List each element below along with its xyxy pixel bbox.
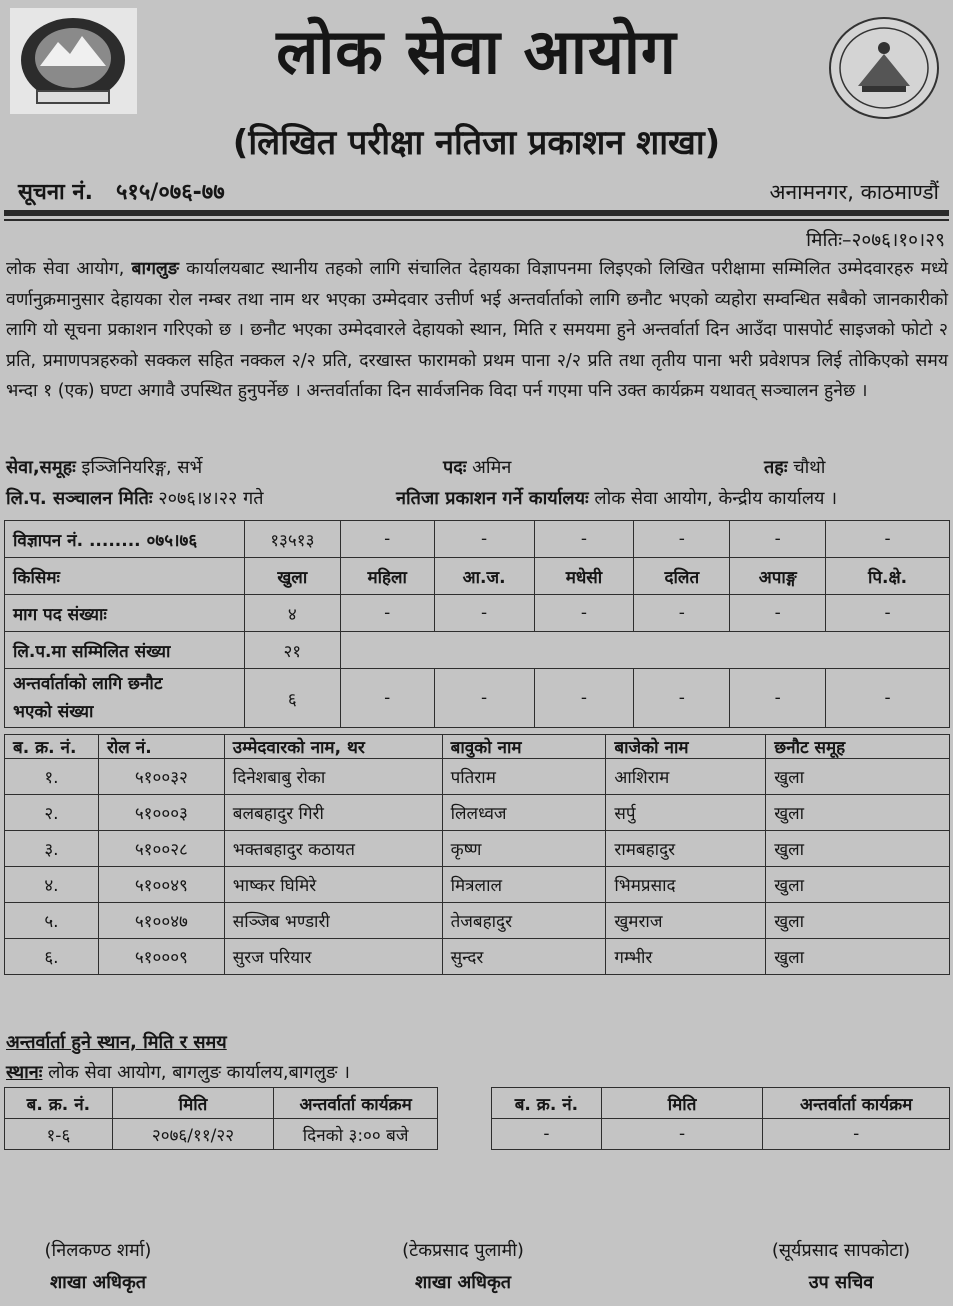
column-header: बावुको नाम — [442, 735, 606, 759]
grandfather-cell: आशिराम — [606, 759, 766, 795]
serial-cell: ५. — [5, 903, 99, 939]
table-row — [5, 558, 950, 595]
table-row — [5, 939, 950, 975]
demand-cell: - — [534, 595, 634, 632]
exam-date-label: लि.प. सञ्चालन मितिः — [6, 488, 153, 509]
type-cell: आ.ज. — [434, 558, 534, 595]
notice-number — [18, 176, 225, 206]
serial-cell: १-६ — [5, 1119, 113, 1150]
serial-cell: ३. — [5, 831, 99, 867]
ad-number-cell: १३५१३ — [244, 521, 340, 558]
time-cell: - — [763, 1119, 950, 1150]
level-label: तहः — [764, 457, 788, 478]
appeared-empty — [340, 632, 949, 669]
service-label: सेवा,समूहः — [6, 457, 76, 478]
name-cell: सञ्जिब भण्डारी — [224, 903, 442, 939]
exam-date — [6, 486, 264, 510]
interview-place-label: स्थानः — [6, 1062, 43, 1083]
appeared-label: लि.प.मा सम्मिलित संख्या — [5, 632, 245, 669]
service-value: इञ्जिनियरिङ्ग, सर्भे — [81, 457, 203, 478]
candidates-table — [4, 734, 950, 975]
group-cell: खुला — [766, 903, 950, 939]
name-cell: सुरज परियार — [224, 939, 442, 975]
column-header: ब. क्र. नं. — [5, 735, 99, 759]
group-cell: खुला — [766, 867, 950, 903]
table-row — [5, 632, 950, 669]
notice-value: ५१५/०७६-७७ — [115, 180, 225, 205]
ad-number-cell: - — [634, 521, 730, 558]
demand-cell: - — [634, 595, 730, 632]
father-cell: कृष्ण — [442, 831, 606, 867]
selected-cell: - — [634, 669, 730, 728]
ad-number-cell: - — [434, 521, 534, 558]
table-row — [5, 1119, 438, 1150]
column-header: रोल नं. — [98, 735, 224, 759]
roll-cell: ५१०००३ — [98, 795, 224, 831]
signatory-role: शाखा अधिकृत — [49, 1272, 147, 1293]
column-header: छनौट समूह — [766, 735, 950, 759]
post — [443, 455, 511, 479]
post-value: अमिन — [472, 457, 512, 478]
table-row — [5, 669, 950, 728]
type-cell: खुला — [244, 558, 340, 595]
father-cell: तेजबहादुर — [442, 903, 606, 939]
table-row — [5, 903, 950, 939]
serial-cell: १. — [5, 759, 99, 795]
ad-number-cell: - — [730, 521, 826, 558]
result-office — [396, 486, 837, 510]
signatory-role: शाखा अधिकृत — [414, 1272, 512, 1293]
selected-cell: - — [730, 669, 826, 728]
interview-place-value: लोक सेवा आयोग, बागलुङ कार्यालय,बागलुङ । — [48, 1062, 350, 1083]
column-header: मिति — [112, 1088, 273, 1119]
serial-cell: ६. — [5, 939, 99, 975]
grandfather-cell: रामबहादुर — [606, 831, 766, 867]
signatory-name: (टेकप्रसाद पुलामी) — [402, 1240, 524, 1261]
level — [764, 455, 825, 479]
column-header: अन्तर्वार्ता कार्यक्रम — [274, 1088, 438, 1119]
selected-cell: ६ — [244, 669, 340, 728]
grandfather-cell: गम्भीर — [606, 939, 766, 975]
name-cell: दिनेशबाबु रोका — [224, 759, 442, 795]
table-row — [5, 867, 950, 903]
serial-cell: ४. — [5, 867, 99, 903]
ad-number-cell: - — [534, 521, 634, 558]
signatory-role: उप सचिव — [808, 1272, 874, 1293]
column-header: अन्तर्वार्ता कार्यक्रम — [763, 1088, 950, 1119]
type-cell: महिला — [340, 558, 434, 595]
name-cell: बलबहादुर गिरी — [224, 795, 442, 831]
demand-cell: - — [826, 595, 950, 632]
notice-body-part1: लोक सेवा आयोग, — [6, 259, 132, 279]
grandfather-cell: सर्पु — [606, 795, 766, 831]
interview-heading: अन्तर्वार्ता हुने स्थान, मिति र समय — [6, 1032, 227, 1053]
group-cell: खुला — [766, 939, 950, 975]
notice-label: सूचना नं. — [18, 180, 93, 205]
column-header: ब. क्र. नं. — [5, 1088, 113, 1119]
group-cell: खुला — [766, 795, 950, 831]
serial-cell: - — [492, 1119, 602, 1150]
column-header: बाजेको नाम — [606, 735, 766, 759]
appeared-cell: २१ — [244, 632, 340, 669]
selected-label-line1: अन्तर्वार्ताको लागि छनौट — [13, 674, 163, 694]
selected-cell: - — [434, 669, 534, 728]
post-label: पदः — [443, 457, 467, 478]
father-cell: पतिराम — [442, 759, 606, 795]
table-row — [5, 595, 950, 632]
interview-place — [6, 1060, 350, 1084]
signatory-name: (निलकण्ठ शर्मा) — [44, 1240, 152, 1261]
table-header-row — [492, 1088, 950, 1119]
signature-block — [0, 1238, 208, 1294]
result-office-value: लोक सेवा आयोग, केन्द्रीय कार्यालय । — [594, 488, 838, 509]
date-cell: - — [601, 1119, 762, 1150]
roll-cell: ५१००४७ — [98, 903, 224, 939]
header-divider-thin — [4, 219, 949, 221]
selected-label — [5, 669, 245, 728]
ad-number-cell: - — [340, 521, 434, 558]
father-cell: सुन्दर — [442, 939, 606, 975]
notice-date: मितिः–२०७६।१०।२९ — [806, 229, 945, 251]
table-header-row — [5, 735, 950, 759]
signature-block — [731, 1238, 951, 1294]
roll-cell: ५१००४९ — [98, 867, 224, 903]
level-value: चौथो — [793, 457, 826, 478]
ad-label: विज्ञापन नं. ........ ०७५।७६ — [5, 521, 245, 558]
time-cell: दिनको ३:०० बजे — [274, 1119, 438, 1150]
notice-body — [6, 254, 948, 407]
date-cell: २०७६/११/२२ — [112, 1119, 273, 1150]
demand-cell: - — [340, 595, 434, 632]
page-title: लोक सेवा आयोग — [276, 15, 677, 88]
signature-block — [353, 1238, 573, 1294]
interview-schedule-table-right — [491, 1087, 950, 1150]
demand-label: माग पद संख्याः — [5, 595, 245, 632]
page-subtitle: (लिखित परीक्षा नतिजा प्रकाशन शाखा) — [232, 123, 721, 163]
demand-cell: ४ — [244, 595, 340, 632]
type-label: किसिमः — [5, 558, 245, 595]
father-cell: लिलध्वज — [442, 795, 606, 831]
roll-cell: ५१००३२ — [98, 759, 224, 795]
father-cell: मित्रलाल — [442, 867, 606, 903]
type-cell: पि.क्षे. — [826, 558, 950, 595]
table-row — [5, 831, 950, 867]
group-cell: खुला — [766, 831, 950, 867]
roll-cell: ५१००२८ — [98, 831, 224, 867]
grandfather-cell: खुमराज — [606, 903, 766, 939]
name-cell: भक्तबहादुर कठायत — [224, 831, 442, 867]
roll-cell: ५१०००९ — [98, 939, 224, 975]
table-header-row — [5, 1088, 438, 1119]
selected-cell: - — [826, 669, 950, 728]
selected-cell: - — [534, 669, 634, 728]
interview-schedule-table-left — [4, 1087, 438, 1150]
notice-body-part2: कार्यालयबाट स्थानीय तहको लागि संचालित देहायका विज्ञापनमा लिइएको लिखित परीक्षामा सम्मिलित उम्मेदवारहरु मध्ये वर्णानुक्रमानुसार देहायका रोल नम्बर तथा नाम थर भएका उम्मेदवार उत्तीर्ण भई अन्तर्वार्ताको लागि छनौट भएको व्यहोरा सम्वन्धित सबैको जानकारीको लागि यो सूचना प्रकाशन गरिएको छ । छनौट भएका उम्मेदवारले देहायको स्थान, मिति र समयमा हुने अन्तर्वार्ता दिन आउँदा पासपोर्ट साइजको फोटो २ प्रति, प्रमाणपत्रहरुको सक्कल सहित नक्कल २/२ प्रति, दरखास्त फारामको प्रथम पाना २/२ प्रति तथा तृतीय पाना भरी प्रवेशपत्र लिई तोकिएको समय भन्दा १ (एक) घण्टा अगावै उपस्थित हुनुपर्नेछ । अन्तर्वार्ताका दिन सार्वजनिक विदा पर्न गएमा पनि उक्त कार्यक्रम यथावत् सञ्चालन हुनेछ । — [6, 259, 948, 402]
office-address: अनामनगर, काठमाण्डौं — [769, 180, 939, 204]
demand-cell: - — [434, 595, 534, 632]
service-group — [6, 455, 202, 479]
grandfather-cell: भिमप्रसाद — [606, 867, 766, 903]
table-row — [5, 521, 950, 558]
selected-cell: - — [340, 669, 434, 728]
notice-body-office: बागलुङ — [131, 259, 179, 279]
table-row — [5, 795, 950, 831]
demand-cell: - — [730, 595, 826, 632]
table-row — [5, 759, 950, 795]
result-office-label: नतिजा प्रकाशन गर्ने कार्यालयः — [396, 488, 589, 509]
header-divider-thick — [4, 210, 949, 216]
column-header: मिति — [601, 1088, 762, 1119]
signatory-name: (सूर्यप्रसाद सापकोटा) — [771, 1240, 911, 1261]
type-cell: दलित — [634, 558, 730, 595]
serial-cell: २. — [5, 795, 99, 831]
exam-date-value: २०७६।४।२२ गते — [158, 488, 264, 509]
column-header: उम्मेदवारको नाम, थर — [224, 735, 442, 759]
table-row — [492, 1119, 950, 1150]
column-header: ब. क्र. नं. — [492, 1088, 602, 1119]
type-cell: मधेसी — [534, 558, 634, 595]
ad-number-cell: - — [826, 521, 950, 558]
quota-table — [4, 520, 950, 728]
group-cell: खुला — [766, 759, 950, 795]
selected-label-line2: भएको संख्या — [13, 702, 94, 722]
name-cell: भाष्कर घिमिरे — [224, 867, 442, 903]
type-cell: अपाङ्ग — [730, 558, 826, 595]
